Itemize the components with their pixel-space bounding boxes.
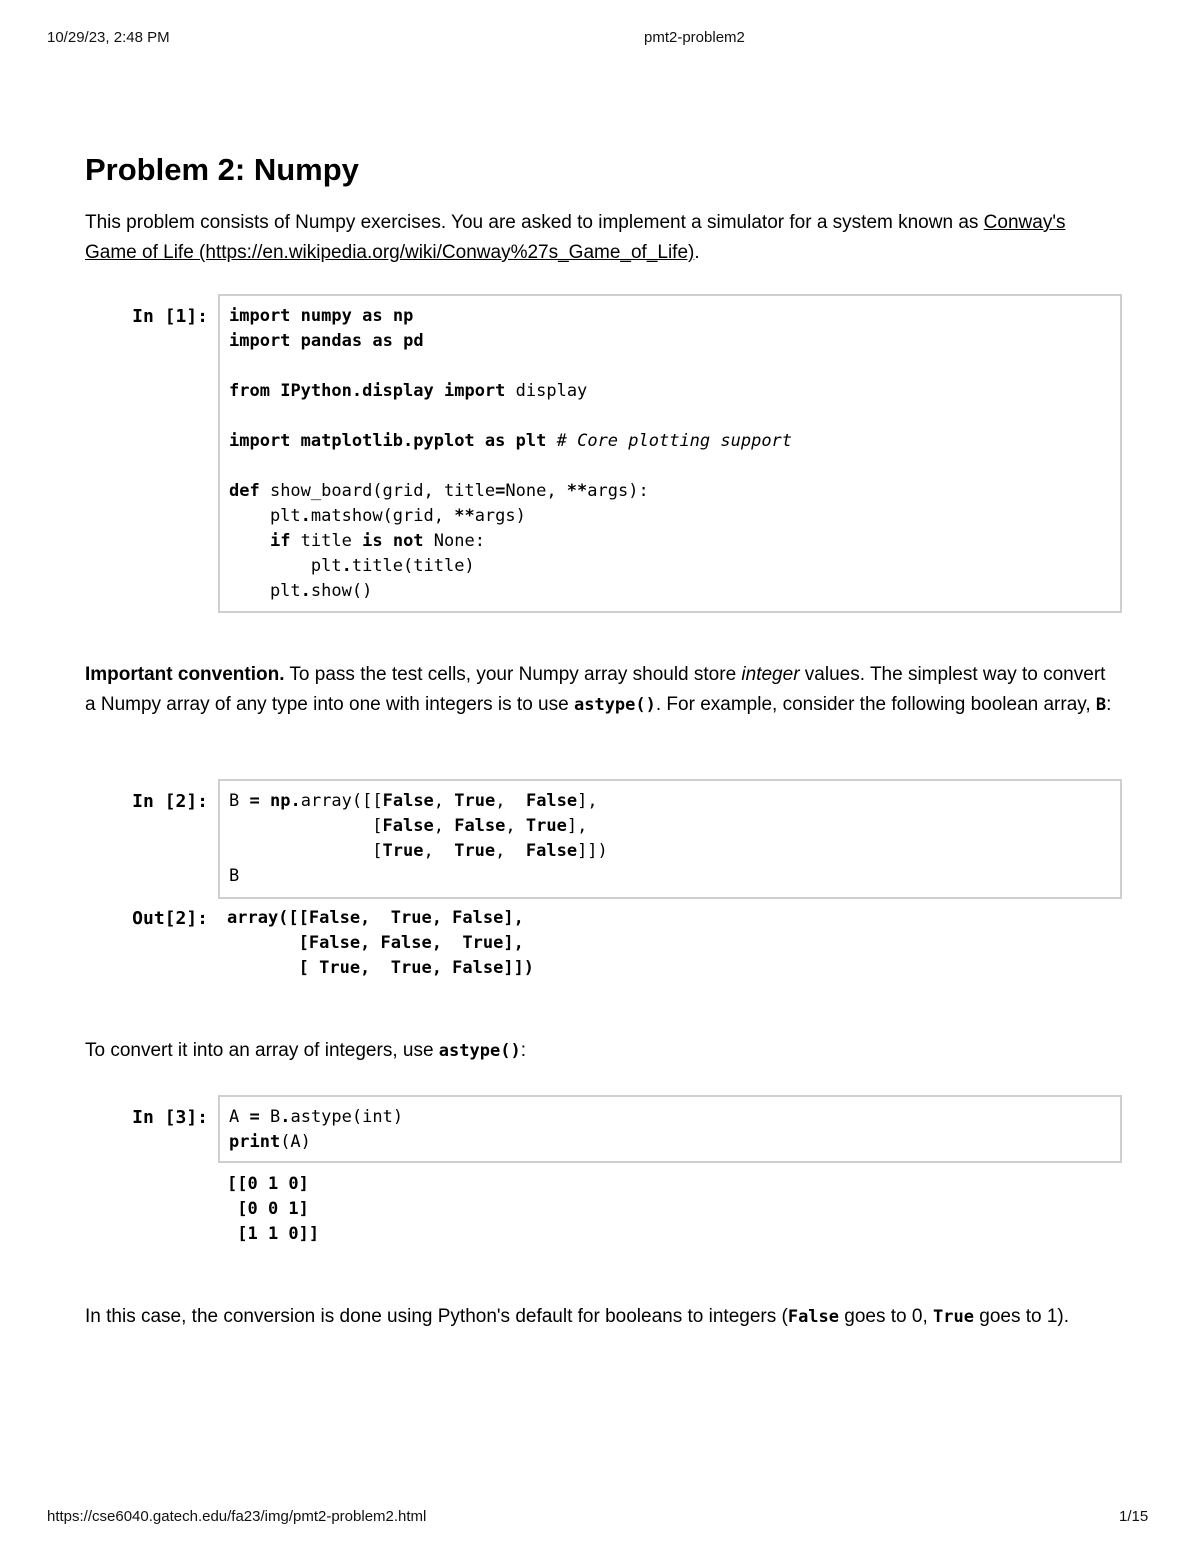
cell-2-output-line-1: array([[False, True, False], — [227, 908, 524, 928]
game-of-life-link[interactable]: Conway's Game of Life (https://en.wikipedia.org/wiki/Conway%27s_Game_of_Life) — [85, 212, 1066, 263]
convention-text-2: values. The simplest way to convert a Numpy array of any type into one with integers is to use — [85, 664, 1106, 715]
inline-code-B: B — [1095, 695, 1107, 715]
convert-text-1: To convert it into an array of integers, use — [85, 1040, 439, 1061]
convention-paragraph — [85, 660, 1115, 720]
convention-text-3: . For example, consider the following boolean array, — [655, 694, 1096, 715]
cell-2-prompt: In [2]: — [132, 791, 208, 812]
code-cell-1[interactable] — [218, 294, 1122, 613]
cell-3-output-line-3: [1 1 0]] — [227, 1224, 320, 1244]
conclusion-text-2: goes to 0, — [839, 1306, 934, 1327]
intro-text: This problem consists of Numpy exercises. You are asked to implement a simulator for a system known as — [85, 212, 984, 233]
convention-bold-lead: Important convention. — [85, 664, 285, 685]
inline-code-false: False — [787, 1307, 840, 1327]
cell-2-output — [227, 906, 534, 981]
convention-em-integer: integer — [741, 664, 800, 685]
print-footer-page: 1/15 — [1119, 1508, 1149, 1525]
code-cell-3[interactable] — [218, 1095, 1122, 1163]
conclusion-text-1: In this case, the conversion is done using Python's default for booleans to integers ( — [85, 1306, 788, 1327]
inline-code-astype-2: astype() — [438, 1041, 521, 1061]
print-header-datetime: 10/29/23, 2:48 PM — [47, 29, 170, 46]
conclusion-text-3: goes to 1). — [973, 1306, 1070, 1327]
code-cell-2[interactable] — [218, 779, 1122, 899]
cell-2-output-line-2: [False, False, True], — [227, 933, 524, 953]
cell-3-prompt: In [3]: — [132, 1107, 208, 1128]
cell-3-output-line-1: [[0 1 0] — [227, 1174, 309, 1194]
page-title: Problem 2: Numpy — [85, 152, 359, 187]
code-cell-1-source: import numpy as np import pandas as pd from IPython.display import display import matplotlib.pyplot as plt # Core plotting support def show_board(grid, title=None, **args): plt.matshow(grid, **args) if title is not None: plt.title(title) plt.show() — [229, 306, 793, 601]
cell-2-out-prompt: Out[2]: — [132, 908, 208, 929]
cell-1-prompt: In [1]: — [132, 306, 208, 327]
intro-text-end: . — [694, 242, 700, 263]
convert-text-2: : — [520, 1040, 526, 1061]
convert-paragraph — [85, 1036, 1115, 1066]
inline-code-true: True — [933, 1307, 974, 1327]
cell-2-output-line-3: [ True, True, False]]) — [227, 958, 535, 978]
cell-3-output-line-2: [0 0 1] — [227, 1199, 309, 1219]
print-footer-url: https://cse6040.gatech.edu/fa23/img/pmt2-problem2.html — [47, 1508, 427, 1525]
intro-paragraph — [85, 208, 1115, 268]
print-header-title: pmt2-problem2 — [644, 29, 745, 46]
conclusion-paragraph — [85, 1302, 1115, 1332]
convention-text-1: To pass the test cells, your Numpy array should store — [284, 664, 742, 685]
inline-code-astype: astype() — [573, 695, 656, 715]
convention-text-4: : — [1106, 694, 1112, 715]
code-cell-3-source: A = B.astype(int) print(A) — [229, 1107, 404, 1152]
code-cell-2-source: B = np.array([[False, True, False], [False, False, True], [True, True, False]]) B — [229, 791, 608, 886]
cell-3-output — [227, 1172, 319, 1247]
